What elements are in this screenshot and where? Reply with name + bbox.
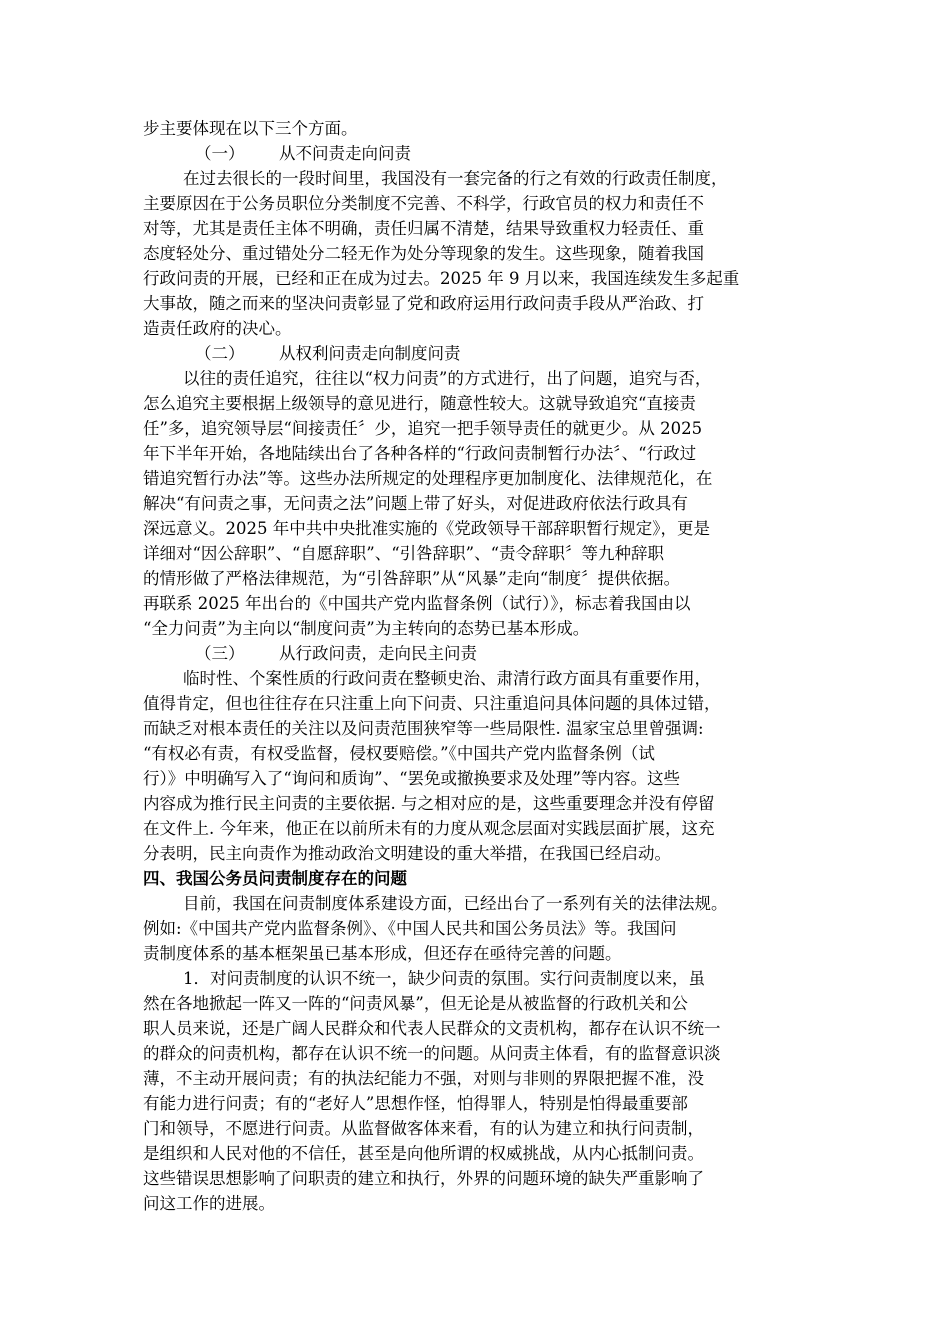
section3-number: （三）	[195, 644, 245, 663]
paragraph-line: 薄，不主动开展问责；有的执法纪能力不强，对则与非则的界限把握不准，没	[143, 1069, 704, 1088]
paragraph-line: 临时性、个案性质的行政问责在整顿史治、肃清行政方面具有重要作用，	[183, 669, 711, 688]
paragraph-line: 年下半年开始，各地陆续出台了各种各样的“行政问责制暂行办法〞、“行政过	[143, 444, 697, 463]
paragraph-line: 行）》中明确写入了“询问和质询”、“罢免或撤换要求及处理”等内容。这些	[143, 769, 680, 788]
paragraph-line: “全力问责”为主向以“制度问责”为主转向的态势已基本形成。	[143, 619, 590, 638]
paragraph-line: 态度轻处分、重过错处分二轻无作为处分等现象的发生。这些现象，随着我国	[143, 244, 704, 263]
paragraph-line: 然在各地掀起一阵又一阵的“问责风暴”，但无论是从被监督的行政机关和公	[143, 994, 688, 1013]
paragraph-line: 怎么追究主要根据上级领导的意见进行，随意性较大。这就导致追究“直接责	[143, 394, 696, 413]
section2-heading	[143, 341, 823, 366]
section3-title: 从行政问责，走向民主问责	[279, 644, 477, 663]
paragraph-line: 的情形做了严格法律规范，为“引咎辞职”从“风暴”走向“制度〞提供依据。	[143, 569, 681, 588]
paragraph-line: 而缺乏对根本责任的关注以及问责范围狭窄等一些局限性. 温家宝总里曾强调:	[143, 719, 704, 738]
chapter4-heading: 四、我国公务员问责制度存在的问题	[143, 869, 407, 888]
paragraph-line: 任”多，追究领导层“间接责任〞少，追究一把手领导责任的就更少。从 2025	[143, 419, 703, 438]
paragraph-line: 内容成为推行民主问责的主要依据. 与之相对应的是，这些重要理念并没有停留	[143, 794, 715, 813]
section1-title: 从不问责走向问责	[279, 144, 411, 163]
paragraph-line: 这些错误思想影响了问职责的建立和执行，外界的问题环境的缺失严重影响了	[143, 1169, 704, 1188]
paragraph-line: 对等，尤其是责任主体不明确，责任归属不清楚，结果导致重权力轻责任、重	[143, 219, 704, 238]
paragraph-line: 是组织和人民对他的不信任，甚至是向他所谓的权威挑战，从内心抵制问责。	[143, 1144, 704, 1163]
intro-tail: 步主要体现在以下三个方面。	[143, 119, 358, 138]
section3-heading	[143, 641, 823, 666]
paragraph-line: 职人员来说，还是广阔人民群众和代表人民群众的文责机构，都存在认识不统一	[143, 1019, 721, 1038]
section2-number: （二）	[195, 344, 245, 363]
paragraph-line: 在文件上. 今年来，他正在以前所未有的力度从观念层面对实践层面扩展，这充	[143, 819, 715, 838]
paragraph-line: 以往的责任追究，往往以“权力问责”的方式进行，出了问题，追究与否，	[183, 369, 712, 388]
paragraph-line: 再联系 2025 年出台的《中国共产党内监督条例（试行）》，标志着我国由以	[143, 594, 691, 613]
section1-number: （一）	[195, 144, 245, 163]
paragraph-line: 在过去很长的一段时间里，我国没有一套完备的行之有效的行政责任制度，	[183, 169, 728, 188]
paragraph-line: 的群众的问责机构，都存在认识不统一的问题。从问责主体看，有的监督意识淡	[143, 1044, 721, 1063]
paragraph-line: 解决“有问责之事，无问责之法”问题上带了好头，对促进政府依法行政具有	[143, 494, 688, 513]
paragraph-line: 例如:《中国共产党内监督条例》、《中国人民共和国公务员法》等。我国问	[143, 919, 677, 938]
paragraph-line: 错追究暂行办法”等。这些办法所规定的处理程序更加制度化、法律规范化，在	[143, 469, 713, 488]
paragraph-line: 目前，我国在问责制度体系建设方面，已经出台了一系列有关的法律法规。	[183, 894, 728, 913]
paragraph-line: 行政问责的开展，已经和正在成为过去。2025 年 9 月以来，我国连续发生多起重	[143, 269, 740, 288]
paragraph-line: 详细对“因公辞职”、“自愿辞职”、“引咎辞职”、“责令辞职〞等九种辞职	[143, 544, 665, 563]
paragraph-line: 深远意义。2025 年中共中央批准实施的《党政领导干部辞职暂行规定》，更是	[143, 519, 710, 538]
section1-heading	[143, 141, 823, 166]
section2-title: 从权利问责走向制度问责	[279, 344, 461, 363]
paragraph-line: 1．对问责制度的认识不统一，缺少问责的氛围。实行问责制度以来，虽	[183, 969, 705, 988]
paragraph-line: 大事故，随之而来的坚决问责彰显了党和政府运用行政问责手段从严治政、打	[143, 294, 704, 313]
document-page	[143, 116, 823, 1216]
paragraph-line: “有权必有责，有权受监督，侵权要赔偿。”《中国共产党内监督条例（试	[143, 744, 655, 763]
paragraph-line: 责制度体系的基本框架虽已基本形成，但还存在亟待完善的问题。	[143, 944, 622, 963]
paragraph-line: 分表明，民主向责作为推动政治文明建设的重大举措，在我国已经启动。	[143, 844, 671, 863]
paragraph-line: 主要原因在于公务员职位分类制度不完善、不科学，行政官员的权力和责任不	[143, 194, 704, 213]
paragraph-line: 造责任政府的决心。	[143, 319, 292, 338]
paragraph-line: 有能力进行问责；有的“老好人”思想作怪，怕得罪人，特别是怕得最重要部	[143, 1094, 688, 1113]
paragraph-line: 问这工作的进展。	[143, 1194, 275, 1213]
paragraph-line: 值得肯定，但也往往存在只注重上向下问责、只注重追问具体问题的具体过错，	[143, 694, 721, 713]
paragraph-line: 门和领导，不愿进行问责。从监督做客体来看，有的认为建立和执行问责制，	[143, 1119, 704, 1138]
